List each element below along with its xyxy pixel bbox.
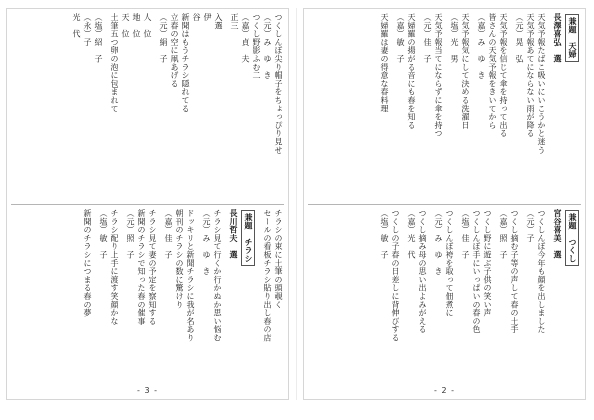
- text-column: （元）み ゆ き: [202, 209, 211, 276]
- text-column: 天婦羅の揚がる音にも春を知る: [407, 13, 416, 130]
- text-column: チラシの束に土筆の頭覗く: [274, 209, 283, 309]
- text-column: つくし摘み母の思い出よみがえる: [418, 209, 427, 334]
- text-column: 新聞のチラシにつまる春の夢: [83, 209, 92, 317]
- text-column: （元）佳 子: [423, 13, 432, 63]
- left-bottom-tier: [11, 209, 284, 395]
- text-column: （元）子: [526, 209, 535, 243]
- text-column: （嘉）敏 子: [396, 13, 405, 63]
- text-column: 光 代: [72, 13, 81, 38]
- tier-divider: [308, 204, 581, 205]
- text-column: つくし野に遊ぶ子供の笑い声: [483, 209, 492, 317]
- page-gutter: [296, 8, 297, 400]
- text-column: 新聞はもうチラシ隠れてる: [181, 13, 190, 113]
- text-column: 長澤喜弘 選: [553, 13, 563, 63]
- text-column: （元）晃 弘: [515, 13, 524, 63]
- text-column: 谷: [192, 13, 201, 22]
- section-title: 兼題 つくし: [565, 210, 579, 266]
- tier-divider: [11, 204, 284, 205]
- text-column: チラシ見て妻の予定を察知する: [148, 209, 157, 326]
- text-column: 朝刊のチラシの数に驚けり: [175, 209, 184, 309]
- text-column: 天気予報気にして決める洗濯日: [461, 13, 470, 130]
- right-top-tier: [308, 13, 581, 200]
- page-number: - 3 -: [137, 386, 158, 395]
- text-column: 天気予報あてにならない雨が降る: [526, 13, 535, 138]
- text-column: （塩）敏 子: [380, 209, 389, 259]
- text-column: つくし野影ふむ二: [252, 13, 261, 80]
- text-column: （元）絹 子: [159, 13, 168, 63]
- page-3: [6, 8, 289, 400]
- text-column: 宮谷喜美 選: [553, 209, 563, 259]
- text-column: 土筆五つ卵の泡に包まれて: [110, 13, 119, 113]
- text-column: 皆さんの天気予報をきいてから: [488, 13, 497, 130]
- text-column: 天気予報を信じて傘を持って出る: [499, 13, 508, 138]
- text-column: （元）み ゆ き: [263, 13, 272, 80]
- section-title: 兼題 天婦: [565, 14, 579, 62]
- text-column: 地 位: [132, 13, 141, 38]
- text-column: （嘉）貞 夫: [241, 13, 250, 63]
- text-column: （塩）敏 子: [99, 209, 108, 259]
- page-number: - 2 -: [434, 386, 455, 395]
- text-column: つくしんぼ手にいっぱいの春の色: [472, 209, 481, 334]
- left-top-tier: [11, 13, 284, 200]
- text-column: （塩）佳 子: [461, 209, 470, 259]
- text-column: セールの看板チラシ貼り出し春の店: [263, 209, 272, 342]
- text-column: （塩）光 男: [450, 13, 459, 63]
- text-column: チラシ見て行くか行かぬか思い悩む: [213, 209, 222, 342]
- text-column: （元）み ゆ き: [434, 209, 443, 276]
- text-column: チラシ配り上手に渡す笑顔かな: [110, 209, 119, 326]
- text-column: （塩）紹 子: [94, 13, 103, 63]
- text-column: （嘉）照 子: [499, 209, 508, 259]
- text-column: 入選: [214, 13, 223, 30]
- text-column: 長川哲夫 選: [229, 209, 239, 259]
- text-column: 天気予報当てにならずに傘を持つ: [434, 13, 443, 138]
- right-bottom-tier: [308, 209, 581, 395]
- text-column: （永）子: [83, 13, 92, 47]
- text-column: （嘉）み ゆ き: [477, 13, 486, 80]
- text-column: 人 位: [143, 13, 152, 38]
- text-column: （嘉）佳 子: [164, 209, 173, 259]
- text-column: 新聞のチラシで知った春の催事: [137, 209, 146, 326]
- text-column: つくしんぼ今年も顔を出しました: [537, 209, 546, 334]
- text-column: つくし摘む子等の声して春の土手: [510, 209, 519, 334]
- text-column: 正三: [230, 13, 239, 30]
- text-column: 伊: [203, 13, 212, 22]
- text-column: つくしの子春の日差しに背伸びする: [391, 209, 400, 342]
- text-column: 天気予報たばこ吸いにいこうかと迷う: [537, 13, 546, 155]
- text-column: つくしんぼ尖り帽子をちょっぴり見せ: [274, 13, 283, 155]
- text-column: 天婦羅は妻の得意な春料理: [380, 13, 389, 113]
- text-column: （嘉）光 代: [407, 209, 416, 259]
- text-column: 天 位: [121, 13, 130, 38]
- text-column: 立春の空に凧あげる: [170, 13, 179, 88]
- page-2: [303, 8, 586, 400]
- text-column: ドッキリと新聞チラシに我が名あり: [186, 209, 195, 342]
- text-column: （元）照 子: [126, 209, 135, 259]
- text-column: つくしんぼ袴を取って佃煮に: [445, 209, 454, 317]
- section-title: 兼題 チラシ: [241, 210, 255, 266]
